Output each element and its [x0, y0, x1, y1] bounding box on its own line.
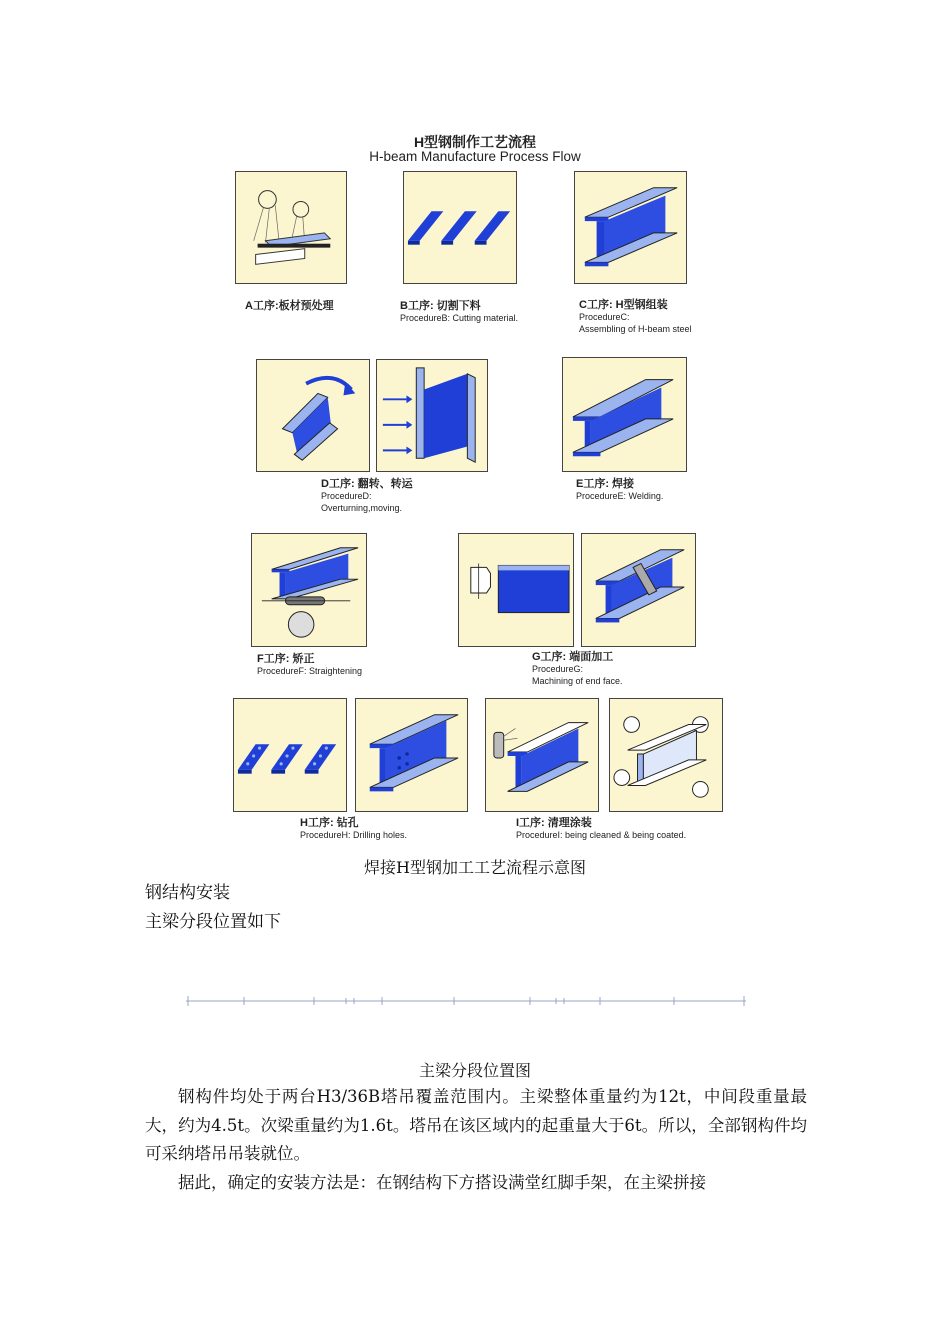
process-figure-caption: 焊接H型钢加工工艺流程示意图	[364, 858, 586, 877]
step-h-illustration-1	[233, 698, 347, 812]
step-a-label: A工序:板材预处理	[245, 300, 334, 312]
step-i-label-en: ProcedureI: being cleaned & being coated.	[516, 830, 687, 840]
step-g-label-en: ProcedureG:	[532, 664, 584, 674]
figure-title-en: H-beam Manufacture Process Flow	[369, 149, 581, 164]
step-g-illustration-1	[458, 533, 574, 647]
step-g-label-en2: Machining of end face.	[532, 676, 623, 686]
step-a-illustration	[235, 171, 347, 284]
step-h-label: H工序: 钻孔	[300, 817, 359, 829]
step-d-label: D工序: 翻转、转运	[321, 478, 413, 490]
step-c-label-en: ProcedureC:	[579, 312, 630, 322]
segment-figure-caption: 主梁分段位置图	[418, 1061, 531, 1080]
step-b-label-en: ProcedureB: Cutting material.	[400, 313, 519, 323]
step-f-label-en: ProcedureF: Straightening	[257, 666, 363, 676]
step-e-label-en: ProcedureE: Welding.	[576, 491, 664, 501]
step-b-label: B工序: 切割下料	[400, 300, 481, 312]
step-f-label: F工序: 矫正	[257, 653, 315, 665]
beam-segment-drawing	[186, 996, 746, 1006]
section-heading: 钢结构安装	[145, 883, 230, 903]
figure-title-zh: H型钢制作工艺流程	[413, 134, 537, 150]
step-d-label-en2: Overturning,moving.	[321, 503, 403, 513]
paragraph-1: 钢构件均处于两台H3/36B塔吊覆盖范围内。主梁整体重量约为12t，中间段重量最大，约为4.5t。次梁重量约为1.6t。塔吊在该区域内的起重量大于6t。所以，全部钢构件均可采纳塔吊吊装就位。	[145, 1087, 807, 1163]
step-b-illustration	[403, 171, 517, 284]
step-h-label-en: ProcedureH: Drilling holes.	[300, 830, 408, 840]
step-h-illustration-2	[355, 698, 468, 812]
step-g-illustration-2	[581, 533, 696, 647]
step-d-label-en: ProcedureD:	[321, 491, 372, 501]
step-d-illustration-2	[376, 359, 488, 472]
step-i-illustration-2	[609, 698, 723, 812]
paragraph-2: 据此，确定的安装方法是：在钢结构下方搭设满堂红脚手架，在主梁拼接	[178, 1173, 706, 1192]
step-e-illustration	[562, 357, 687, 472]
step-c-label: C工序: H型钢组装	[579, 299, 668, 311]
step-d-illustration-1	[256, 359, 370, 472]
step-c-illustration	[574, 171, 687, 284]
step-g-label: G工序: 端面加工	[532, 651, 614, 663]
section-subheading: 主梁分段位置如下	[145, 912, 281, 932]
step-i-label: I工序: 清理涂装	[516, 817, 592, 829]
step-i-illustration-1	[485, 698, 599, 812]
step-c-label-en2: Assembling of H-beam steel	[579, 324, 692, 334]
step-f-illustration	[251, 533, 367, 647]
step-e-label: E工序: 焊接	[576, 478, 635, 490]
